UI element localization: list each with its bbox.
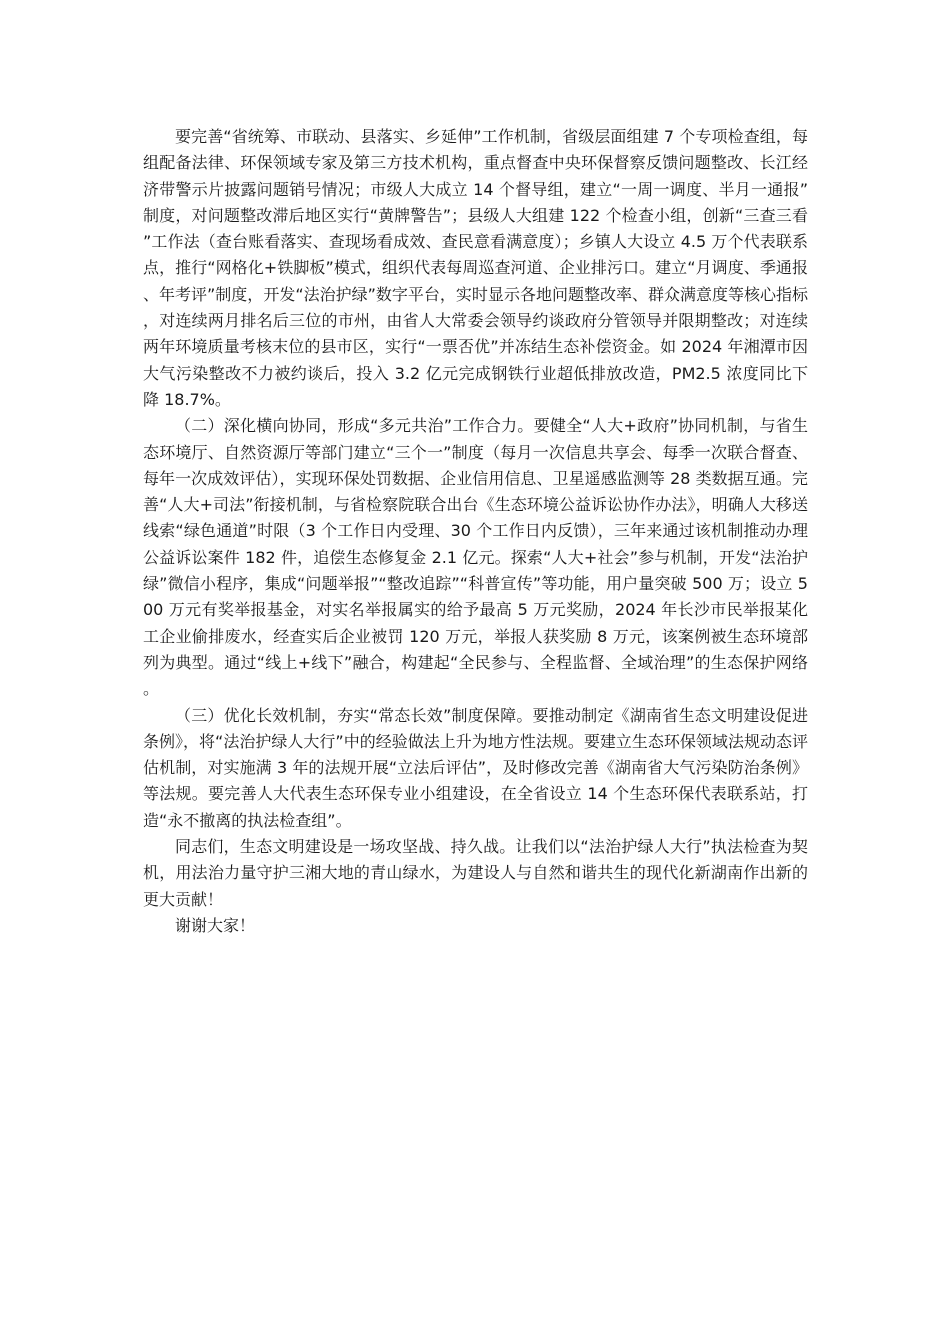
paragraph-supervision-mechanism: 要完善“省统筹、市联动、县落实、乡延伸”工作机制，省级层面组建 7 个专项检查组，每组配备法律、环保领域专家及第三方技术机构，重点督查中央环保督察反馈问题整改、长江经济带警示片披露问题销号情况；市级人大成立 14 个督导组，建立“一周一调度、半月一通报”制度，对问题整改滞后地区实行“黄牌警告”；县级人大组建 122 个检查小组，创新“三查三看”工作法（查台账看落实、查现场看成效、查民意看满意度）；乡镇人大设立 4.5 万个代表联系点，推行“网格化+铁脚板”模式，组织代表每周巡查河道、企业排污口。建立“月调度、季通报、年考评”制度，开发“法治护绿”数字平台，实时显示各地问题整改率、群众满意度等核心指标，对连续两月排名后三位的市州，由省人大常委会领导约谈政府分管领导并限期整改；对连续两年环境质量考核末位的县市区，实行“一票否优”并冻结生态补偿资金。如 2024 年湘潭市因大气污染整改不力被约谈后，投入 3.2 亿元完成钢铁行业超低排放改造，PM2.5 浓度同比下降 18.7%。 xyxy=(143,127,808,409)
paragraph-long-term-mechanism: （三）优化长效机制，夯实“常态长效”制度保障。要推动制定《湖南省生态文明建设促进条例》，将“法治护绿人大行”中的经验做法上升为地方性法规。要建立生态环保领域法规动态评估机制，对实施满 3 年的法规开展“立法后评估”，及时修改完善《湖南省大气污染防治条例》等法规。要完善人大代表生态环保专业小组建设，在全省设立 14 个生态环保代表联系站，打造“永不撤离的执法检查组”。 xyxy=(143,705,808,830)
paragraph-horizontal-coordination: （二）深化横向协同，形成“多元共治”工作合力。要健全“人大+政府”协同机制，与省生态环境厅、自然资源厅等部门建立“三个一”制度（每月一次信息共享会、每季一次联合督查、每年一次成效评估），实现环保处罚数据、企业信用信息、卫星遥感监测等 28 类数据互通。完善“人大+司法”衔接机制，与省检察院联合出台《生态环境公益诉讼协作办法》，明确人大移送线索“绿色通道”时限（3 个工作日内受理、30 个工作日内反馈），三年来通过该机制推动办理公益诉讼案件 182 件，追偿生态修复金 2.1 亿元。探索“人大+社会”参与机制，开发“法治护绿”微信小程序，集成“问题举报”“整改追踪”“科普宣传”等功能，用户量突破 500 万；设立 500 万元有奖举报基金，对实名举报属实的给予最高 5 万元奖励，2024 年长沙市民举报某化工企业偷排废水，经查实后企业被罚 120 万元，举报人获奖励 8 万元，该案例被生态环境部列为典型。通过“线上+线下”融合，构建起“全民参与、全程监督、全域治理”的生态保护网络。 xyxy=(143,416,808,699)
paragraph-thanks: 谢谢大家！ xyxy=(175,915,256,935)
document-body xyxy=(143,124,808,939)
paragraph-closing-remarks: 同志们，生态文明建设是一场攻坚战、持久战。让我们以“法治护绿人大行”执法检查为契机，用法治力量守护三湘大地的青山绿水，为建设人与自然和谐共生的现代化新湖南作出新的更大贡献！ xyxy=(143,837,808,909)
